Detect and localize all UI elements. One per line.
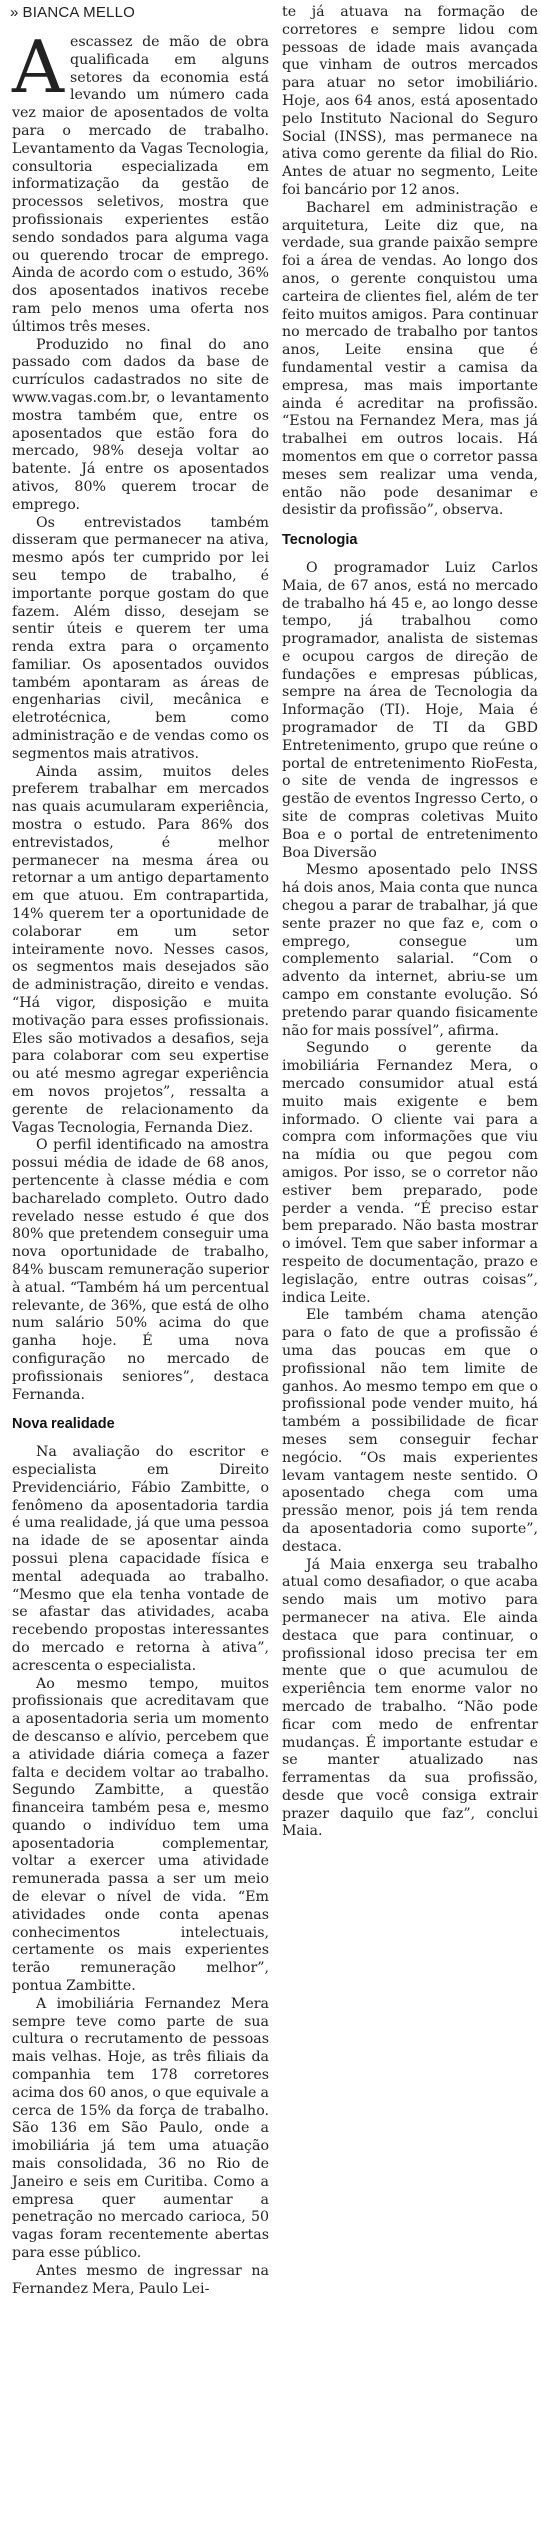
article-paragraph: Ao mesmo tempo, muitos profissionais que acreditavam que a aposentadoria seria um momento de descanso e alívio, percebem que a atividade diária começa a fazer falta e decidem voltar ao trabalho. Segundo Zambitte, a questão financeira também pesa e, mesmo quando o indivíduo tem uma aposentadoria complementar, voltar a exercer uma atividade remunerada passa a ser um meio de elevar o nível de vida. “Em atividades onde conta apenas conhecimentos intelectuais, certamente os mais experientes terão remuneração melhor”, pontua Zambitte. bbox=[12, 1675, 269, 1995]
section-subheading: Nova realidade bbox=[12, 1416, 115, 1433]
article-paragraph: O programador Luiz Carlos Maia, de 67 anos, está no mercado de trabalho há 45 e, ao longo desse tempo, já trabalhou como programador, analista de sistemas e ocupou cargos de direção de fundações e empresas públicas, sempre na área de Tecnologia da Informação (TI). Hoje, Maia é programador de TI da GBD Entretenimento, grupo que reúne o portal de entretenimento RioFesta, o site de venda de ingressos e gestão de eventos Ingresso Certo, o site de compras coletivas Muito Boa e o portal de entretenimento Boa Diversão bbox=[282, 559, 538, 861]
article-paragraph: te já atuava na formação de corretores e sempre lidou com pessoas de idade mais avançada que vinham de outros mercados para atuar no setor imobiliário. Hoje, aos 64 anos, está aposentado pelo Instituto Nacional do Seguro Social (INSS), mas permanece na ativa como gerente da filial do Rio. Antes de atuar no segmento, Leite foi bancário por 12 anos. bbox=[282, 4, 538, 198]
article-paragraph: Antes mesmo de ingressar na Fernandez Mera, Paulo Lei- bbox=[12, 2262, 269, 2297]
article-column-right bbox=[282, 4, 538, 2528]
article-paragraph: A imobiliária Fernandez Mera sempre teve como parte de sua cultura o recrutamento de pessoas mais velhas. Hoje, as três filiais da companhia tem 178 corretores acima dos 60 anos, o que equivale a cerca de 15% da força de trabalho. São 136 em São Paulo, onde a imobiliária já tem uma atuação mais consolidada, 36 no Rio de Janeiro e seis em Curitiba. Como a empresa quer aumentar a penetração no mercado carioca, 50 vagas foram recentemente abertas para esse público. bbox=[12, 1995, 269, 2262]
article-paragraph: Bacharel em administração e arquitetura, Leite diz que, na verdade, sua grande paixão sempre foi a área de vendas. Ao longo dos anos, o gerente conquistou uma carteira de clientes fiel, além de ter feito muitos amigos. Para continuar no mercado de trabalho por tantos anos, Leite ensina que é fundamental vestir a camisa da empresa, mas mais importante ainda é acreditar na profissão. “Estou na Fernandez Mera, mas já trabalhei em outros locais. Há momentos em que o corretor passa meses sem realizar uma venda, então não pode desanimar e desistir da profissão”, observa. bbox=[282, 199, 538, 519]
article-paragraph: Ele também chama atenção para o fato de que a profissão é uma das poucas em que o profissional não tem limite de ganhos. Ao mesmo tempo em que o profissional pode vender muito, há também a possibilidade de ficar meses sem conseguir fechar negócio. “Os mais experientes levam vantagem neste sentido. O aposentado chega com uma pressão menor, pois já tem renda da aposentadoria como suporte”, destaca. bbox=[282, 1307, 538, 1555]
lead-paragraph-text: escassez de mão de obra qualificada em alguns setores da economia está levando um número cada vez maior de aposentados de volta para o mercado de trabalho. Levantamento da Vagas Tecnologia, consultoria especializada em informatização da gestão de processos seletivos, mostra que profissionais experientes estão sendo sondados para alguma vaga ou querendo trocar de emprego. Ainda de acordo com o estudo, 36% dos aposentados inativos recebe ram pelo menos uma oferta nos últimos três meses. bbox=[12, 34, 269, 335]
article-column-left bbox=[12, 25, 269, 2528]
author-name: BIANCA MELLO bbox=[22, 4, 135, 21]
article-paragraph: Ainda assim, muitos deles preferem trabalhar em mercados nas quais acumularam experiência, mostra o estudo. Para 86% dos entrevistados, é melhor permanecer na mesma área ou retornar a um antigo departamento em que atuou. Em contrapartida, 14% querem ter a oportunidade de colaborar em um setor inteiramente novo. Nesses casos, os segmentos mais desejados são de administração, direito e vendas. “Há vigor, disposição e muita motivação para esses profissionais. Eles são motivados a desafios, seja para colaborar com seu expertise ou até mesmo agregar experiência em novos projetos”, ressalta a gerente de relacionamento da Vagas Tecnologia, Fernanda Diez. bbox=[12, 763, 269, 1136]
drop-cap: A bbox=[12, 25, 64, 109]
article-paragraph: Produzido no final do ano passado com dados da base de currículos cadastrados no site de www.vagas.com.br, o levantamento mostra também que, entre os aposentados que estão fora do mercado, 98% deseja voltar ao batente. Já entre os aposentados ativos, 80% querem trocar de emprego. bbox=[12, 336, 269, 513]
byline-marker: » bbox=[10, 4, 19, 21]
byline bbox=[10, 4, 135, 21]
article-paragraph: O perfil identificado na amostra possui média de idade de 68 anos, pertencente à classe média e com bacharelado completo. Outro dado revelado nesse estudo é que dos 80% que pretendem conseguir uma nova oportunidade de trabalho, 84% buscam remuneração superior à atual. “Também há um percentual relevante, de 36%, que está de olho num salário 50% acima do que ganha hoje. É uma nova configuração no mercado de profissionais seniores”, destaca Fernanda. bbox=[12, 1137, 269, 1403]
article-paragraph bbox=[12, 25, 269, 337]
article-paragraph: Os entrevistados também disseram que permanecer na ativa, mesmo após ter cumprido por lei seu tempo de trabalho, é importante porque gostam do que fazem. Além disso, desejam se sentir úteis e querem ter uma renda extra para o orçamento familiar. Os aposentados ouvidos também apontaram as áreas de engenharias civil, mecânica e eletrotécnica, bem como administração e de vendas como os segmentos mais atrativos. bbox=[12, 514, 269, 762]
article-paragraph: Segundo o gerente da imobiliária Fernandez Mera, o mercado consumidor atual está muito mais exigente e bem informado. O cliente vai para a compra com informações que viu na mídia ou que pegou com amigos. Por isso, se o corretor não estiver bem preparado, pode perder a venda. “É preciso estar bem preparado. Não basta mostrar o imóvel. Tem que saber informar a respeito de documentação, prazo e legislação, entre outras coisas”, indica Leite. bbox=[282, 1040, 538, 1306]
section-subheading: Tecnologia bbox=[282, 532, 358, 549]
article-paragraph: Mesmo aposentado pelo INSS há dois anos, Maia conta que nunca chegou a parar de trabalhar, já que sente prazer no que faz e, com o emprego, consegue um complemento salarial. “Com o advento da internet, abriu-se um campo em constante evolução. Só pretendo parar quando fisicamente não for mais possível”, afirma. bbox=[282, 862, 538, 1039]
article-paragraph: Na avaliação do escritor e especialista em Direito Previdenciário, Fábio Zambitte, o fenômeno da aposentadoria tardia é uma realidade, já que uma pessoa na idade de se aposentar ainda possui plena capacidade física e mental adequada ao trabalho. “Mesmo que ela tenha vontade de se afastar das atividades, acaba recebendo propostas interessantes do mercado e retorna à ativa”, acrescenta o especialista. bbox=[12, 1444, 269, 1674]
article-paragraph: Já Maia enxerga seu trabalho atual como desafiador, o que acaba sendo mais um motivo para permanecer na ativa. Ele ainda destaca que para continuar, o profissional idoso precisa ter em mente que o que acumulou de experiência tem enorme valor no mercado de trabalho. “Não pode ficar com medo de enfrentar mudanças. É importante estudar e se manter atualizado nas ferramentas da sua profissão, desde que você consiga extrair prazer daquilo que faz”, conclui Maia. bbox=[282, 1556, 538, 1840]
